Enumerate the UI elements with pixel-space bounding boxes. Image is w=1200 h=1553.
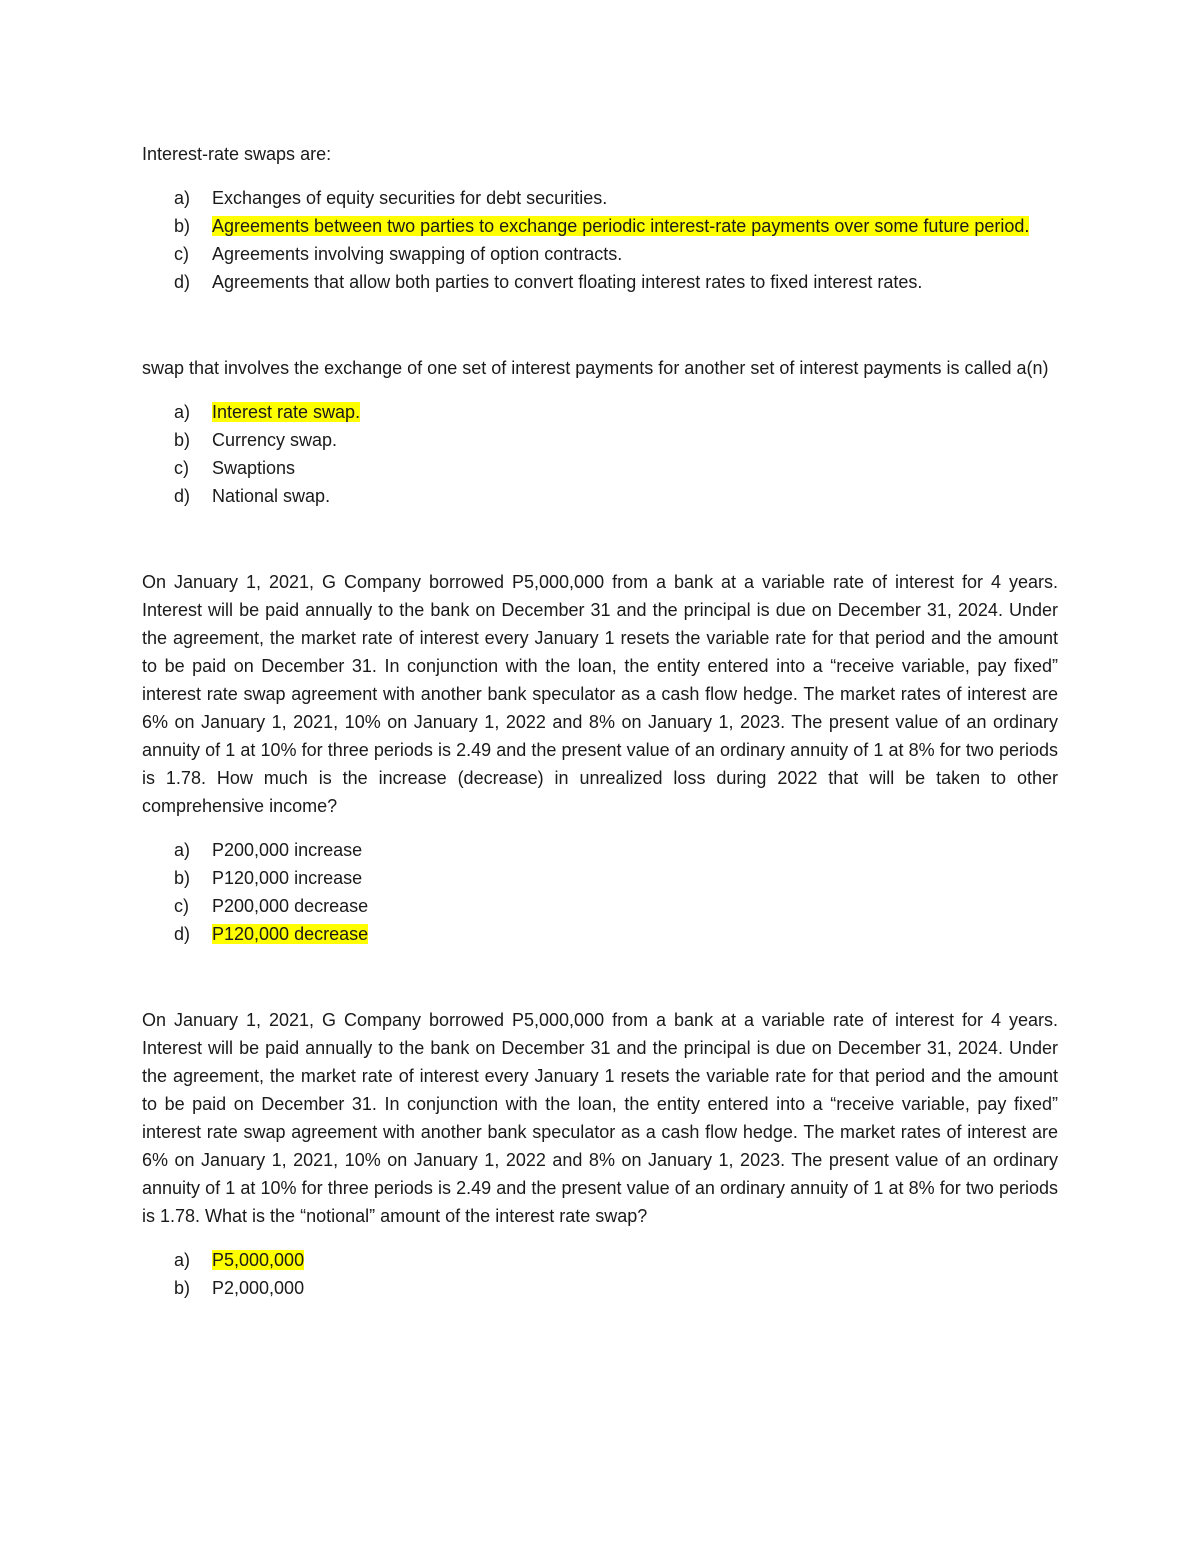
option-a bbox=[142, 836, 1058, 864]
option-text: P200,000 decrease bbox=[212, 896, 369, 916]
option-letter: a) bbox=[174, 840, 191, 860]
option-letter: a) bbox=[174, 188, 191, 208]
option-d bbox=[142, 268, 1058, 296]
option-letter: d) bbox=[174, 486, 191, 506]
option-a bbox=[142, 1246, 1058, 1274]
option-letter: c) bbox=[174, 896, 189, 916]
option-letter: b) bbox=[174, 868, 191, 888]
question-stem: On January 1, 2021, G Company borrowed P5,000,000 from a bank at a variable rate of interest for 4 years. Interest will be paid annually to the bank on December 31 and the principal is due on December 31, 2024. Under the agreement, the market rate of interest every January 1 resets the variable rate for that period and the amount to be paid on December 31. In conjunction with the loan, the entity entered into a “receive variable, pay fixed” interest rate swap agreement with another bank speculator as a cash flow hedge. The market rates of interest are 6% on January 1, 2021, 10% on January 1, 2022 and 8% on January 1, 2023. The present value of an ordinary annuity of 1 at 10% for three periods is 2.49 and the present value of an ordinary annuity of 1 at 8% for two periods is 1.78. What is the “notional” amount of the interest rate swap? bbox=[142, 1010, 1058, 1226]
question-3 bbox=[142, 568, 1058, 948]
option-text: P200,000 increase bbox=[212, 840, 363, 860]
option-c bbox=[142, 240, 1058, 268]
option-text: Agreements that allow both parties to convert floating interest rates to fixed interest rates. bbox=[212, 272, 923, 292]
option-list bbox=[142, 836, 1058, 948]
document-page bbox=[142, 140, 1058, 1302]
option-letter: c) bbox=[174, 458, 189, 478]
option-text: P120,000 increase bbox=[212, 868, 363, 888]
option-b bbox=[142, 864, 1058, 892]
option-list bbox=[142, 398, 1058, 510]
spacer bbox=[142, 510, 1058, 568]
question-1 bbox=[142, 140, 1058, 296]
option-list bbox=[142, 184, 1058, 296]
question-stem: Interest-rate swaps are: bbox=[142, 144, 332, 164]
option-text-highlighted: Agreements between two parties to exchange periodic interest-rate payments over some future period. bbox=[212, 216, 1030, 236]
option-letter: c) bbox=[174, 244, 189, 264]
option-text-highlighted: P5,000,000 bbox=[212, 1250, 305, 1270]
option-list bbox=[142, 1246, 1058, 1302]
option-c bbox=[142, 454, 1058, 482]
option-letter: b) bbox=[174, 430, 191, 450]
option-d bbox=[142, 482, 1058, 510]
option-b bbox=[142, 426, 1058, 454]
option-d bbox=[142, 920, 1058, 948]
option-letter: b) bbox=[174, 216, 191, 236]
option-text: Currency swap. bbox=[212, 430, 338, 450]
option-text: Agreements involving swapping of option contracts. bbox=[212, 244, 623, 264]
option-a bbox=[142, 398, 1058, 426]
option-letter: b) bbox=[174, 1278, 191, 1298]
spacer bbox=[142, 948, 1058, 1006]
option-text: Swaptions bbox=[212, 458, 296, 478]
option-letter: a) bbox=[174, 402, 191, 422]
option-text: P2,000,000 bbox=[212, 1278, 305, 1298]
question-4 bbox=[142, 1006, 1058, 1302]
option-b bbox=[142, 1274, 1058, 1302]
option-text: National swap. bbox=[212, 486, 331, 506]
spacer bbox=[142, 296, 1058, 354]
option-b bbox=[142, 212, 1058, 240]
option-letter: a) bbox=[174, 1250, 191, 1270]
question-stem: swap that involves the exchange of one set of interest payments for another set of interest payments is called a(n) bbox=[142, 358, 1049, 378]
option-a bbox=[142, 184, 1058, 212]
option-text-highlighted: P120,000 decrease bbox=[212, 924, 369, 944]
option-text: Exchanges of equity securities for debt securities. bbox=[212, 188, 608, 208]
option-letter: d) bbox=[174, 272, 191, 292]
question-2 bbox=[142, 354, 1058, 510]
option-c bbox=[142, 892, 1058, 920]
option-letter: d) bbox=[174, 924, 191, 944]
question-stem: On January 1, 2021, G Company borrowed P5,000,000 from a bank at a variable rate of interest for 4 years. Interest will be paid annually to the bank on December 31 and the principal is due on December 31, 2024. Under the agreement, the market rate of interest every January 1 resets the variable rate for that period and the amount to be paid on December 31. In conjunction with the loan, the entity entered into a “receive variable, pay fixed” interest rate swap agreement with another bank speculator as a cash flow hedge. The market rates of interest are 6% on January 1, 2021, 10% on January 1, 2022 and 8% on January 1, 2023. The present value of an ordinary annuity of 1 at 10% for three periods is 2.49 and the present value of an ordinary annuity of 1 at 8% for two periods is 1.78. How much is the increase (decrease) in unrealized loss during 2022 that will be taken to other comprehensive income? bbox=[142, 572, 1058, 816]
option-text-highlighted: Interest rate swap. bbox=[212, 402, 361, 422]
